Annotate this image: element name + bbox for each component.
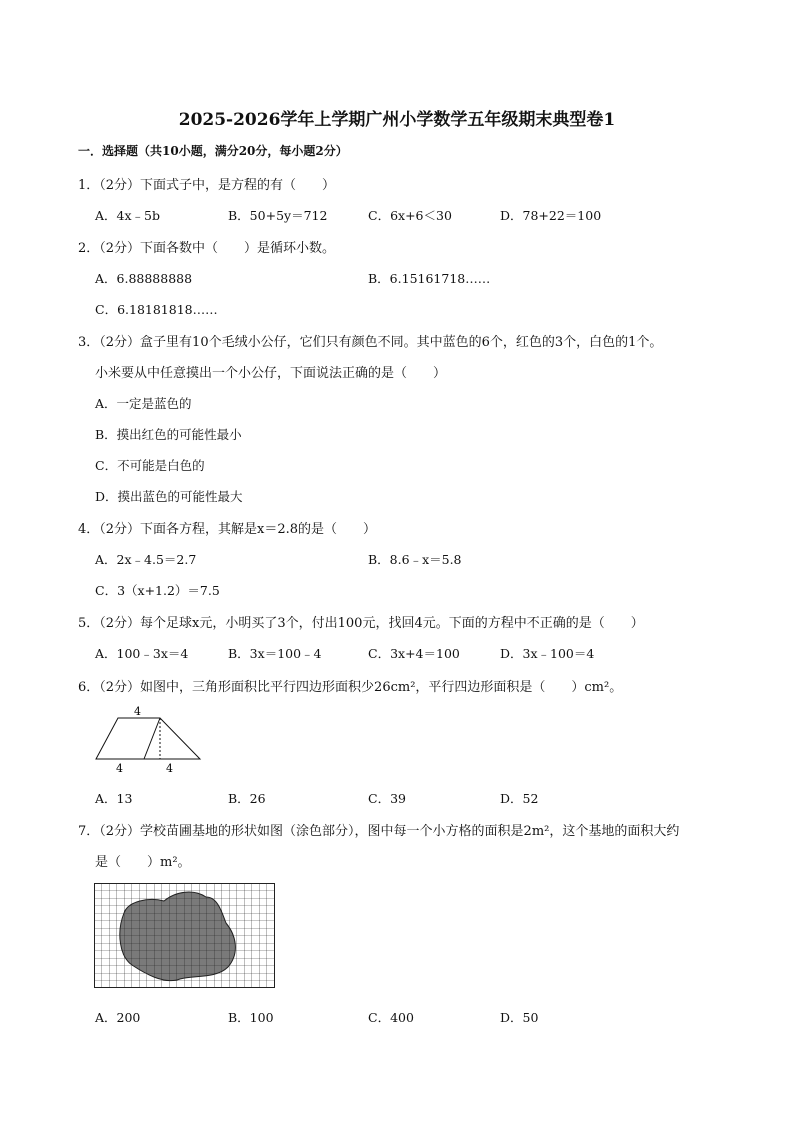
q1-option-c[interactable]: C．6x+6＜30 [368,208,452,223]
q6-option-a[interactable]: A．13 [95,791,133,806]
q2-option-a[interactable]: A．6.88888888 [95,271,193,286]
q6-option-b[interactable]: B．26 [228,791,266,806]
q7-option-d[interactable]: D．50 [500,1010,539,1025]
q3-option-a[interactable]: A．一定是蓝色的 [95,396,192,411]
bottom-right-label: 4 [166,762,173,774]
question-3-text-cont: 小米要从中任意摸出一个小公仔，下面说法正确的是（ ） [95,366,447,381]
q3-option-c[interactable]: C．不可能是白色的 [95,458,205,473]
grid-shaded-figure [94,883,278,989]
q7-option-c[interactable]: C．400 [368,1010,414,1025]
section-heading: 一．选择题（共10小题，满分20分，每小题2分） [78,144,348,158]
q3-option-d[interactable]: D．摸出蓝色的可能性最大 [95,489,243,504]
question-3-text: 3．（2分）盒子里有10个毛绒小公仔，它们只有颜色不同。其中蓝色的6个，红色的3个，白色的1个。 [78,335,663,350]
q7-option-b[interactable]: B．100 [228,1010,274,1025]
q1-option-d[interactable]: D．78+22＝100 [500,208,602,223]
question-6-text: 6．（2分）如图中，三角形面积比平行四边形面积少26cm²，平行四边形面积是（ ）cm²。 [78,680,623,695]
q7-option-a[interactable]: A．200 [95,1010,141,1025]
q5-option-a[interactable]: A．100﹣3x＝4 [95,646,189,661]
question-2-text: 2．（2分）下面各数中（ ）是循环小数。 [78,241,336,256]
question-7-text: 7．（2分）学校苗圃基地的形状如图（涂色部分），图中每一个小方格的面积是2m²，这个基地的面积大约 [78,824,680,839]
question-1-text: 1．（2分）下面式子中，是方程的有（ ） [78,178,336,193]
q3-option-b[interactable]: B．摸出红色的可能性最小 [95,427,242,442]
q6-option-d[interactable]: D．52 [500,791,539,806]
q1-option-b[interactable]: B．50+5y＝712 [228,208,328,223]
document-title: 2025-2026学年上学期广州小学数学五年级期末典型卷1 [178,110,616,130]
bottom-left-label: 4 [116,762,123,774]
q4-option-b[interactable]: B．8.6﹣x＝5.8 [368,552,462,567]
q2-option-c[interactable]: C．6.18181818…… [95,302,218,317]
q2-option-b[interactable]: B．6.15161718…… [368,271,491,286]
q1-option-a[interactable]: A．4x﹣5b [95,208,160,223]
question-7-text-cont: 是（ ）m²。 [95,855,191,870]
trapezoid-figure [88,702,208,774]
question-4-text: 4．（2分）下面各方程，其解是x＝2.8的是（ ） [78,522,377,537]
question-5-text: 5．（2分）每个足球x元，小明买了3个，付出100元，找回4元。下面的方程中不正确的是（ ） [78,616,644,631]
top-edge-label: 4 [134,705,141,718]
q5-option-b[interactable]: B．3x＝100﹣4 [228,646,322,661]
q4-option-a[interactable]: A．2x﹣4.5＝2.7 [95,552,197,567]
q6-option-c[interactable]: C．39 [368,791,406,806]
q4-option-c[interactable]: C．3（x+1.2）＝7.5 [95,583,220,598]
q5-option-c[interactable]: C．3x+4＝100 [368,646,460,661]
q5-option-d[interactable]: D．3x﹣100＝4 [500,646,595,661]
